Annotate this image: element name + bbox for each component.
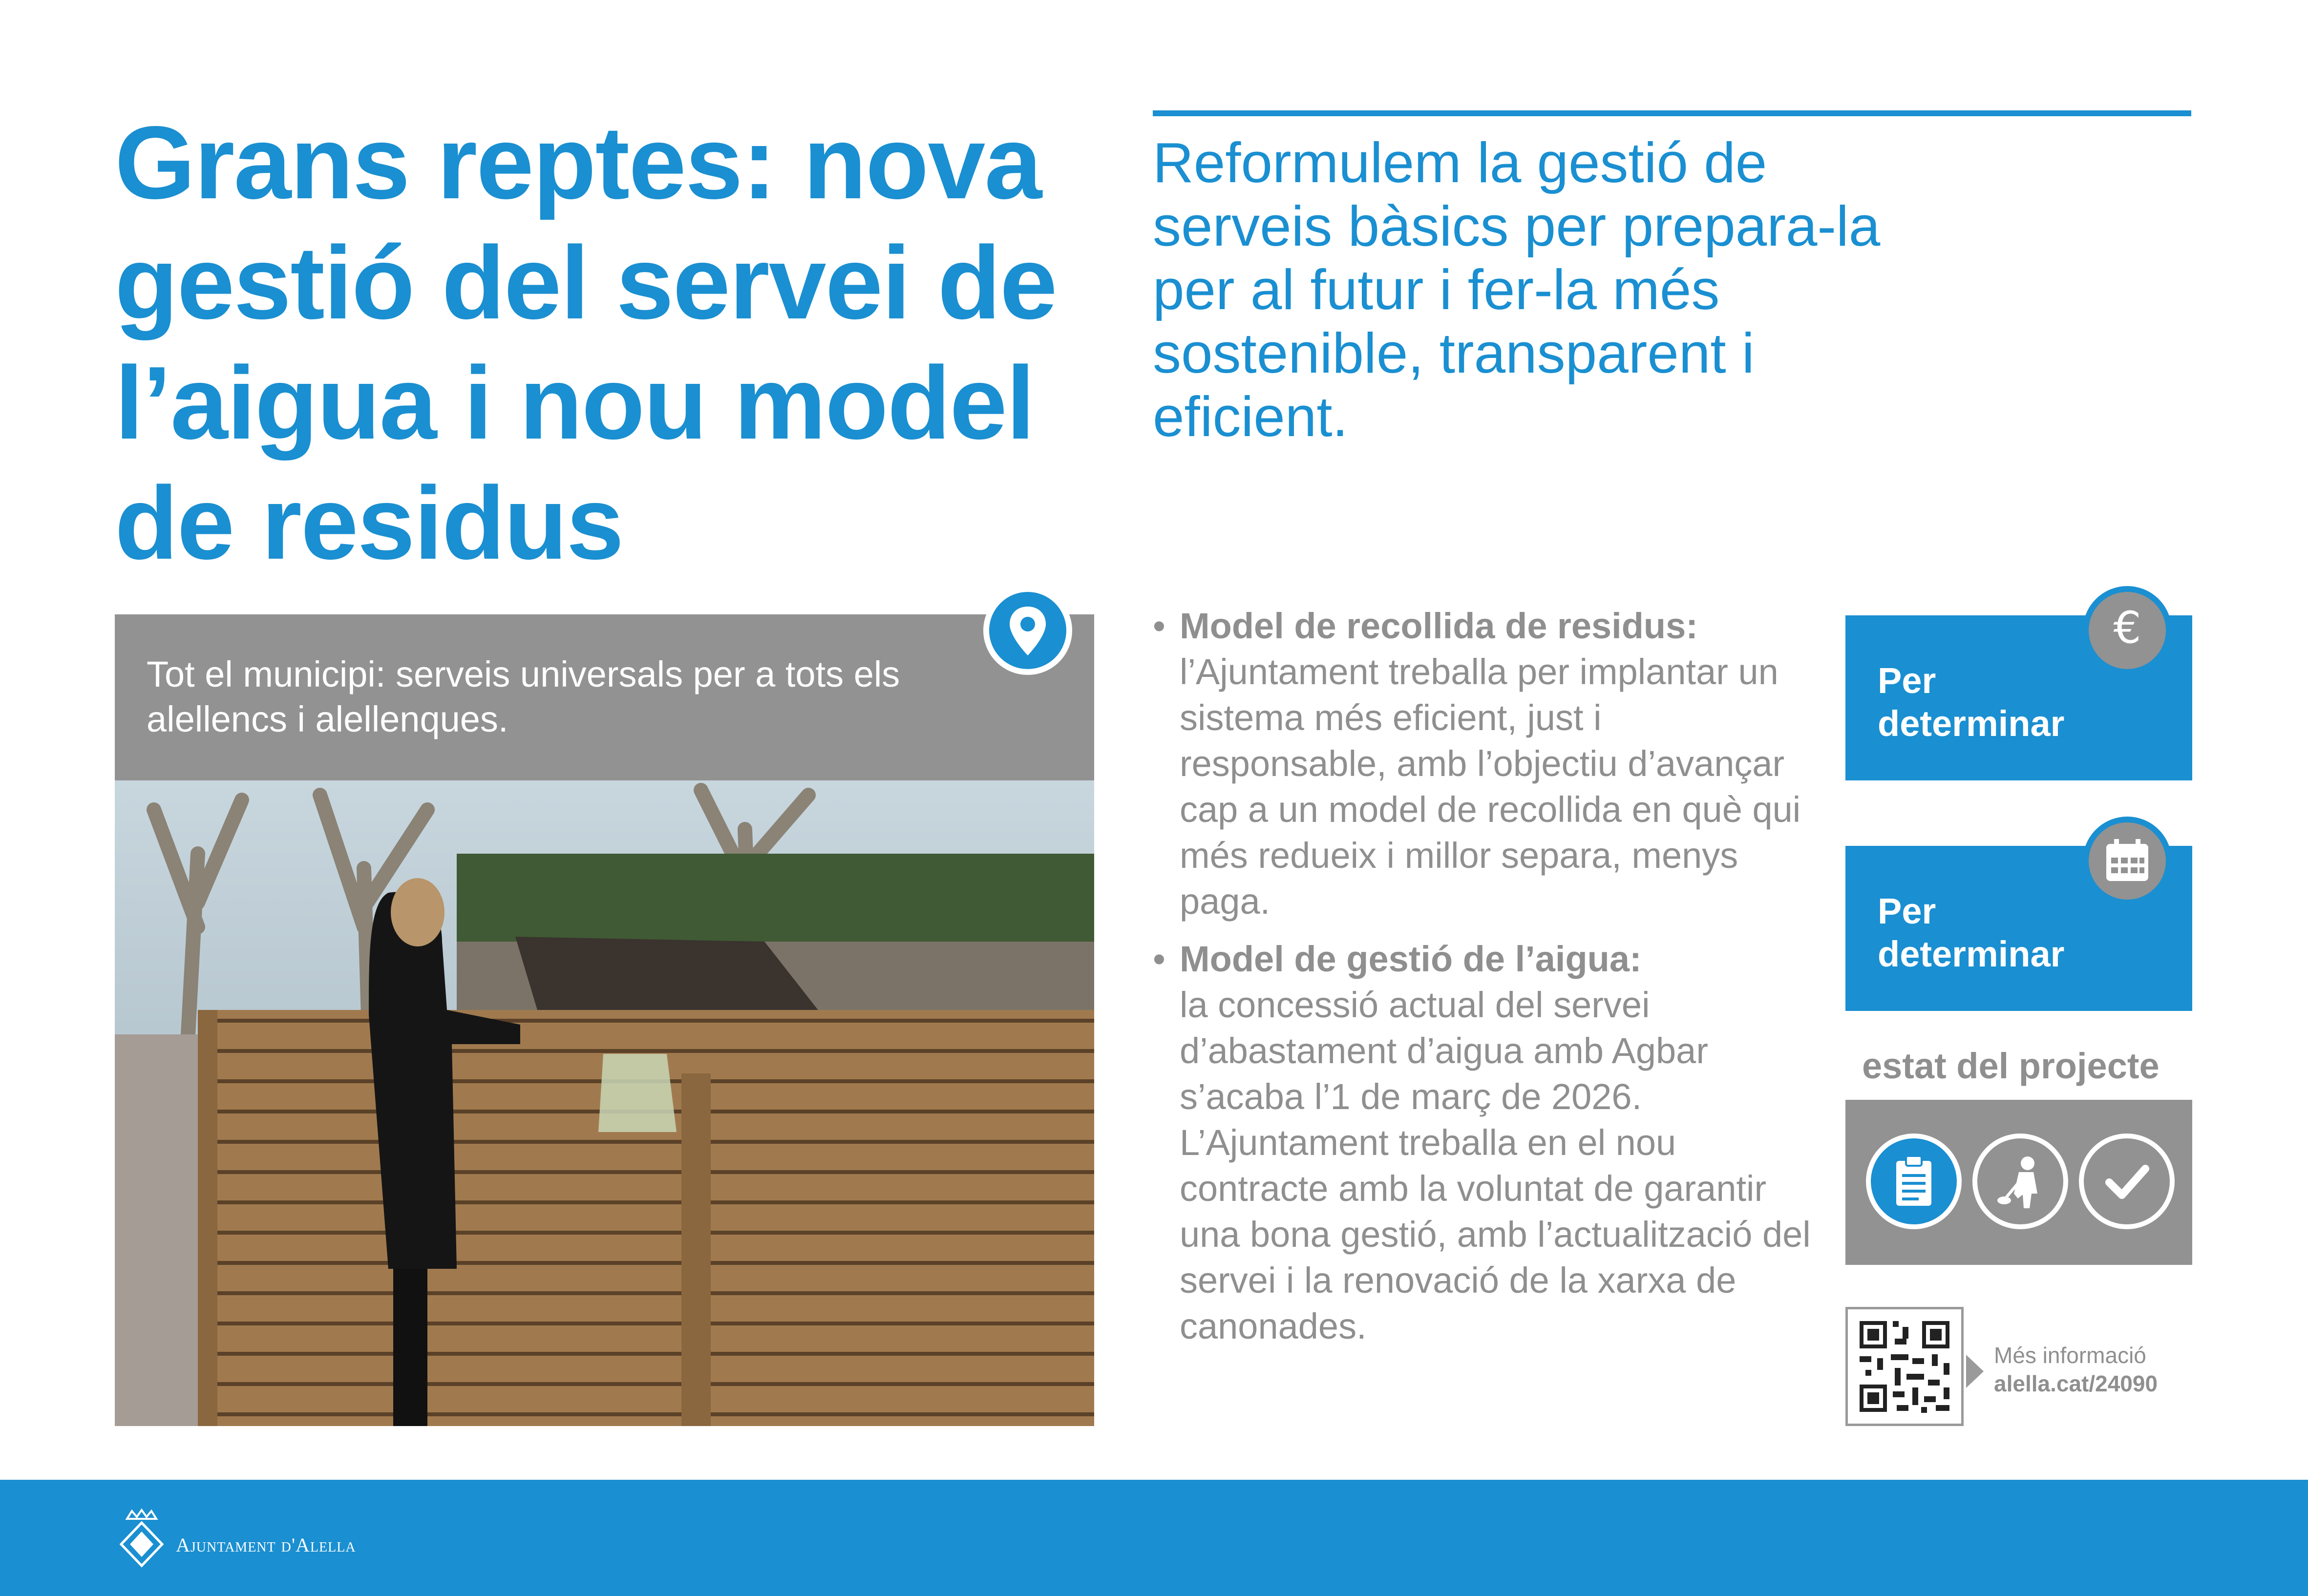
page-title: Grans reptes: nova gestió del servei de l’aigua i nou model de residus	[115, 105, 1057, 581]
project-status	[1845, 1100, 2192, 1265]
town-crest-icon	[117, 1508, 166, 1572]
divider	[1153, 110, 2191, 116]
organization-name: Ajuntament d'Alella	[176, 1534, 356, 1556]
qr-code-icon	[1848, 1309, 1961, 1424]
arrow-right-icon	[1966, 1355, 1984, 1388]
list-item	[1153, 603, 1817, 924]
bullet-body: l’Ajuntament treballa per implantar un sistema més eficient, just i responsable, amb l’objectiu d’avançar cap a un model de recollida en què qui més redueix i millor separa, menys paga.	[1180, 651, 1801, 922]
status-stage-done	[2079, 1134, 2175, 1229]
bullet-heading: • Model de recollida de residus:	[1180, 606, 1698, 646]
more-info-label: Més informació	[1994, 1343, 2146, 1368]
more-info-link[interactable]: alella.cat/24090	[1994, 1371, 2158, 1396]
map-pin-icon	[989, 592, 1066, 669]
status-stage-works	[1972, 1134, 2068, 1229]
budget-badge	[2083, 586, 2172, 675]
schedule-badge	[2083, 817, 2172, 905]
location-text: Tot el municipi: serveis universals per a tots els alellencs i alellenques.	[147, 654, 900, 739]
clipboard-icon	[1885, 1152, 1943, 1211]
calendar-icon	[2100, 834, 2154, 888]
status-stage-planning	[1866, 1134, 1962, 1229]
page-subtitle: Reformulem la gestió de serveis bàsics per prepara-la per al futur i fer-la més sostenible, transparent i eficient.	[1153, 131, 1881, 448]
location-badge	[983, 586, 1072, 675]
qr-code[interactable]	[1845, 1307, 1964, 1426]
budget-label: Per determinar	[1878, 660, 2065, 744]
schedule-label: Per determinar	[1878, 891, 2065, 974]
bullet-body: la concessió actual del servei d’abastament d’aigua amb Agbar s’acaba l’1 de març de 2026. L’Ajuntament treballa en el nou contracte amb la voluntat de garantir una bona gestió, amb l’actualització del servei i la renovació de la xarxa de canonades.	[1180, 985, 1811, 1346]
checkmark-icon	[2097, 1152, 2156, 1211]
project-description	[1153, 603, 1817, 1361]
status-title: estat del projecte	[1862, 1046, 2160, 1086]
list-item	[1153, 936, 1817, 1349]
euro-icon	[2100, 604, 2154, 657]
svg-text:€: €	[2113, 604, 2141, 653]
bullet-heading: • Model de gestió de l’aigua:	[1180, 939, 1642, 979]
photo-waste-container	[115, 780, 1094, 1426]
worker-icon	[1989, 1150, 2052, 1213]
